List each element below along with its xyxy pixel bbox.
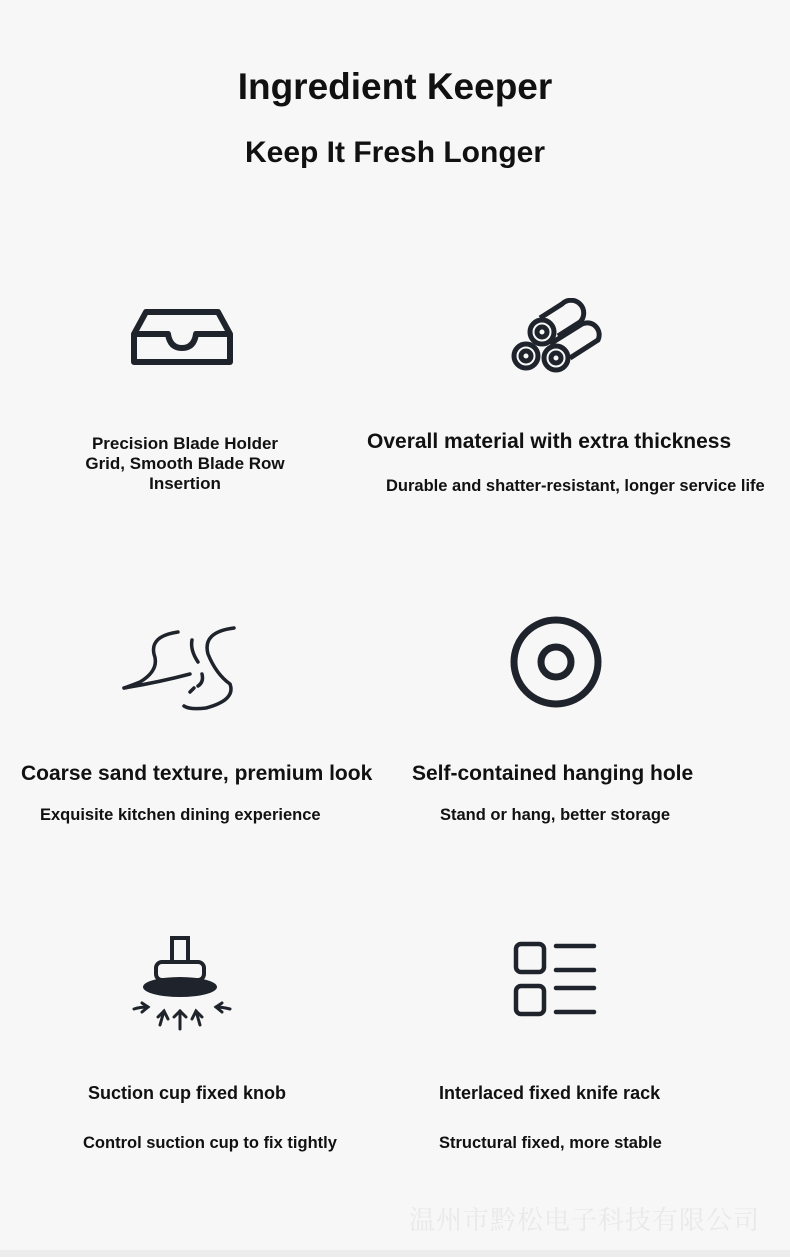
list-grid-icon — [512, 940, 600, 1020]
feature-desc-material: Durable and shatter-resistant, longer service life — [386, 477, 765, 495]
bottom-divider — [0, 1250, 790, 1257]
feature-desc-texture: Exquisite kitchen dining experience — [40, 806, 321, 824]
page-title: Ingredient Keeper — [237, 66, 553, 107]
tray-icon — [130, 306, 234, 370]
pipes-icon — [510, 298, 602, 378]
feature-title-blade-holder: Precision Blade Holder Grid, Smooth Blade Row Insertion — [85, 434, 285, 493]
feature-title-texture: Coarse sand texture, premium look — [21, 762, 373, 785]
hanging-hole-icon — [508, 614, 604, 710]
feature-title-suction-cup: Suction cup fixed knob — [88, 1083, 287, 1103]
feature-desc-hanging-hole: Stand or hang, better storage — [440, 806, 671, 824]
feature-title-material: Overall material with extra thickness — [367, 430, 732, 453]
feature-title-hanging-hole: Self-contained hanging hole — [412, 762, 694, 785]
suction-cup-icon — [128, 935, 236, 1033]
feature-desc-suction-cup: Control suction cup to fix tightly — [83, 1134, 337, 1152]
company-watermark: 温州市黔松电子科技有限公司 — [408, 1205, 760, 1235]
page-subtitle: Keep It Fresh Longer — [244, 136, 546, 169]
sand-texture-icon — [120, 622, 244, 714]
feature-desc-knife-rack: Structural fixed, more stable — [439, 1134, 662, 1152]
feature-title-knife-rack: Interlaced fixed knife rack — [439, 1083, 661, 1103]
